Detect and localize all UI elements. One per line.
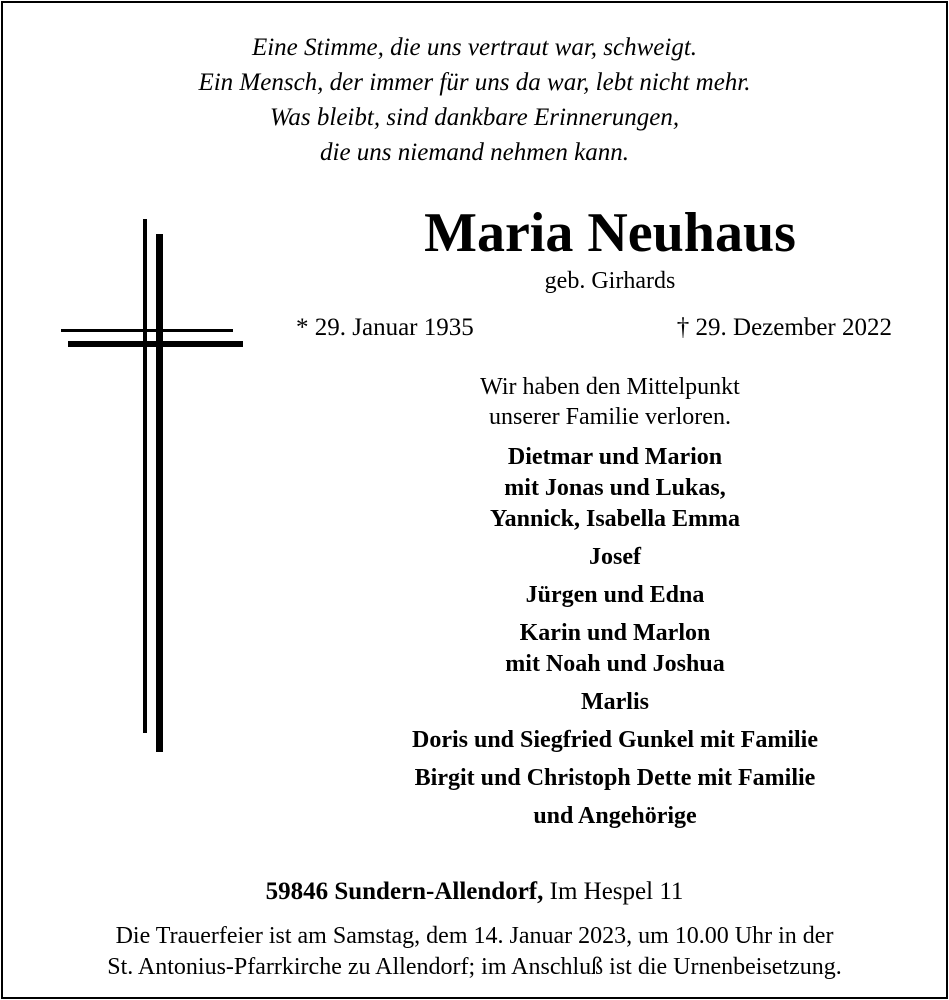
address-street: Im Hespel 11: [543, 878, 684, 905]
mourner-line: Marlis: [581, 689, 649, 715]
mourner-group: [230, 763, 949, 794]
mourner-line: Dietmar und Marion: [507, 444, 723, 470]
mourners-list: [230, 442, 949, 839]
mourner-line: Yannick, Isabella Emma: [489, 506, 741, 532]
address: [0, 876, 949, 908]
mourner-line: Birgit und Christoph Dette mit Familie: [414, 765, 816, 791]
mourner-group: [230, 542, 949, 573]
message-line: unserer Familie verloren.: [489, 404, 731, 430]
mourner-group: [230, 801, 949, 832]
poem-line: Eine Stimme, die uns vertraut war, schweigt.: [251, 34, 698, 61]
birth-date: * 29. Januar 1935: [296, 314, 474, 341]
mourner-group: [230, 442, 949, 535]
mourner-line: Jürgen und Edna: [525, 582, 705, 608]
mourner-line: mit Jonas und Lukas,: [504, 475, 726, 501]
mourner-group: [230, 687, 949, 718]
address-city: 59846 Sundern-Allendorf,: [265, 878, 544, 905]
mourner-group: [230, 618, 949, 680]
mourner-line: mit Noah und Joshua: [505, 651, 725, 677]
deceased-name: Maria Neuhaus: [424, 202, 796, 264]
funeral-line: St. Antonius-Pfarrkirche zu Allendorf; im Anschluß ist die Urnenbeisetzung.: [107, 954, 842, 980]
mourner-group: [230, 580, 949, 611]
maiden-name: geb. Girhards: [544, 268, 676, 294]
poem-line: die uns niemand nehmen kann.: [320, 139, 629, 166]
poem-line: Was bleibt, sind dankbare Erinnerungen,: [269, 104, 680, 131]
mourner-line: Karin und Marlon: [519, 620, 711, 646]
funeral-line: Die Trauerfeier ist am Samstag, dem 14. Januar 2023, um 10.00 Uhr in der: [115, 923, 834, 949]
mourner-line: und Angehörige: [533, 803, 697, 829]
mourner-line: Doris und Siegfried Gunkel mit Familie: [411, 727, 818, 753]
funeral-info: [0, 921, 949, 983]
death-date: † 29. Dezember 2022: [676, 314, 892, 341]
message-line: Wir haben den Mittelpunkt: [480, 374, 740, 400]
mourner-group: [230, 725, 949, 756]
message: [330, 372, 890, 432]
poem-line: Ein Mensch, der immer für uns da war, lebt nicht mehr.: [198, 69, 751, 96]
mourner-line: Josef: [589, 544, 641, 570]
